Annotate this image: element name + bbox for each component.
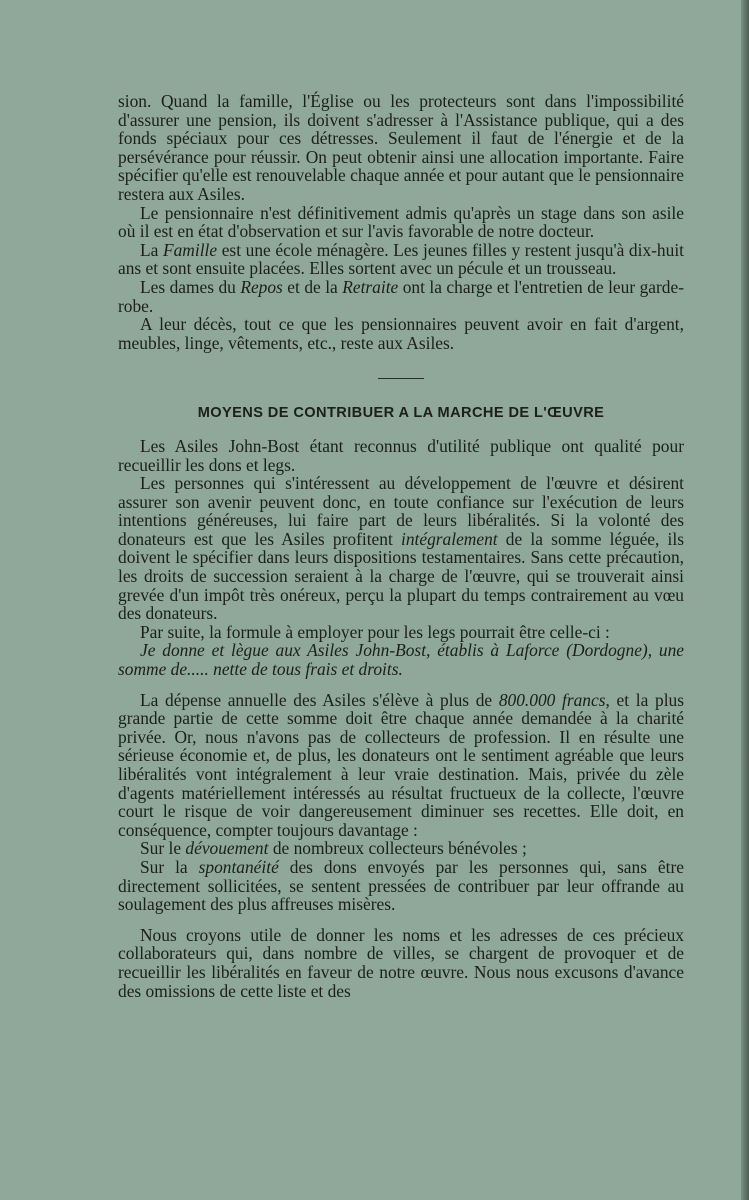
paragraph-famille: La Famille est une école ménagère. Les jeunes filles y restent jusqu'à dix-huit ans et sont ensuite placées. Elles sortent avec un pécule et un trousseau. [118, 239, 684, 279]
document-page [118, 92, 684, 1000]
section-heading: MOYENS DE CONTRIBUER A LA MARCHE DE L'ŒUVRE [197, 405, 605, 422]
emphasis-famille: Famille [162, 239, 218, 260]
section-divider [378, 378, 424, 379]
emphasis-devouement: dévouement [185, 838, 269, 859]
paragraph-admission: Le pensionnaire n'est définitivement admis qu'après un stage dans son asile où il est en état d'observation et sur l'avis favorable de notre docteur. [118, 202, 684, 242]
page-edge-shadow [741, 0, 749, 1200]
emphasis-repos: Repos [240, 276, 283, 297]
paragraph-pension: sion. Quand la famille, l'Église ou les protecteurs sont dans l'impossibilité d'assurer une pension, ils doivent s'adresser à l'Assistance publique, qui a des fonds spéciaux pour ces détresses. Seulement il faut de l'énergie et de la persévérance pour réussir. On peut obtenir ainsi une allocation importante. Faire spécifier qu'elle est renouvelable chaque année et pour autant que le pensionnaire restera aux Asiles. [118, 91, 684, 204]
paragraph-formule-intro: Par suite, la formule à employer pour les legs pourrait être celle-ci : [140, 621, 610, 642]
legal-formula: Je donne et lègue aux Asiles John-Bost, établis à Laforce (Dordogne), une somme de..... nette de tous frais et droits. [118, 640, 684, 680]
emphasis-integralement: intégralement [401, 528, 498, 549]
emphasis-retraite: Retraite [342, 276, 399, 297]
paragraph-devouement: Sur le dévouement de nombreux collecteurs bénévoles ; [140, 838, 527, 859]
paragraph-liberalites: Les personnes qui s'intéressent au développement de l'œuvre et désirent assurer son avenir peuvent donc, en toute confiance sur l'exécution de leurs intentions généreuses, lui faire part de leurs libéralités. Si la volonté des donateurs est que les Asiles profitent intégralement de la somme léguée, ils doivent le spécifier dans leurs dispositions testamentaires. Sans cette précaution, les droits de succession seraient à la charge de l'œuvre, qui se trouverait ainsi grevée d'un impôt très onéreux, perçu la plupart du temps contrairement au vœu des donateurs. [118, 473, 684, 624]
paragraph-spontaneite: Sur la spontanéité des dons envoyés par les personnes qui, sans être directement sollicitées, se sentent pressées de contribuer par leur offrande au soulagement des plus affreuses misères. [118, 856, 684, 915]
emphasis-spontaneite: spontanéité [198, 856, 279, 877]
paragraph-repos-retraite: Les dames du Repos et de la Retraite ont la charge et l'entretien de leur garde-robe. [118, 276, 684, 316]
emphasis-amount: 800.000 francs [498, 689, 606, 710]
paragraph-collaborateurs: Nous croyons utile de donner les noms et les adresses de ces précieux collaborateurs qui, dans nombre de villes, se chargent de provoquer et de recueillir les libéralités en faveur de notre œuvre. Nous nous excusons d'avance des omissions de cette liste et des [118, 924, 684, 1001]
paragraph-depense-annuelle: La dépense annuelle des Asiles s'élève à plus de 800.000 francs, et la plus grande partie de cette somme doit être chaque année demandée à la charité privée. Or, nous n'avons pas de collecteurs de profession. Il en résulte une sérieuse économie et, de plus, les donateurs ont le sentiment agréable que leurs libéralités vont intégralement à leur vraie destination. Mais, privée du zèle d'agents matériellement intéressés au résultat fructueux de la collecte, l'œuvre court le risque de voir dangereusement diminuer ses recettes. Elle doit, en conséquence, compter toujours davantage : [118, 689, 684, 840]
paragraph-deces: A leur décès, tout ce que les pensionnaires peuvent avoir en fait d'argent, meubles, linge, vêtements, etc., reste aux Asiles. [118, 314, 684, 353]
paragraph-utilite-publique: Les Asiles John-Bost étant reconnus d'utilité publique ont qualité pour recueillir les dons et legs. [118, 435, 684, 475]
